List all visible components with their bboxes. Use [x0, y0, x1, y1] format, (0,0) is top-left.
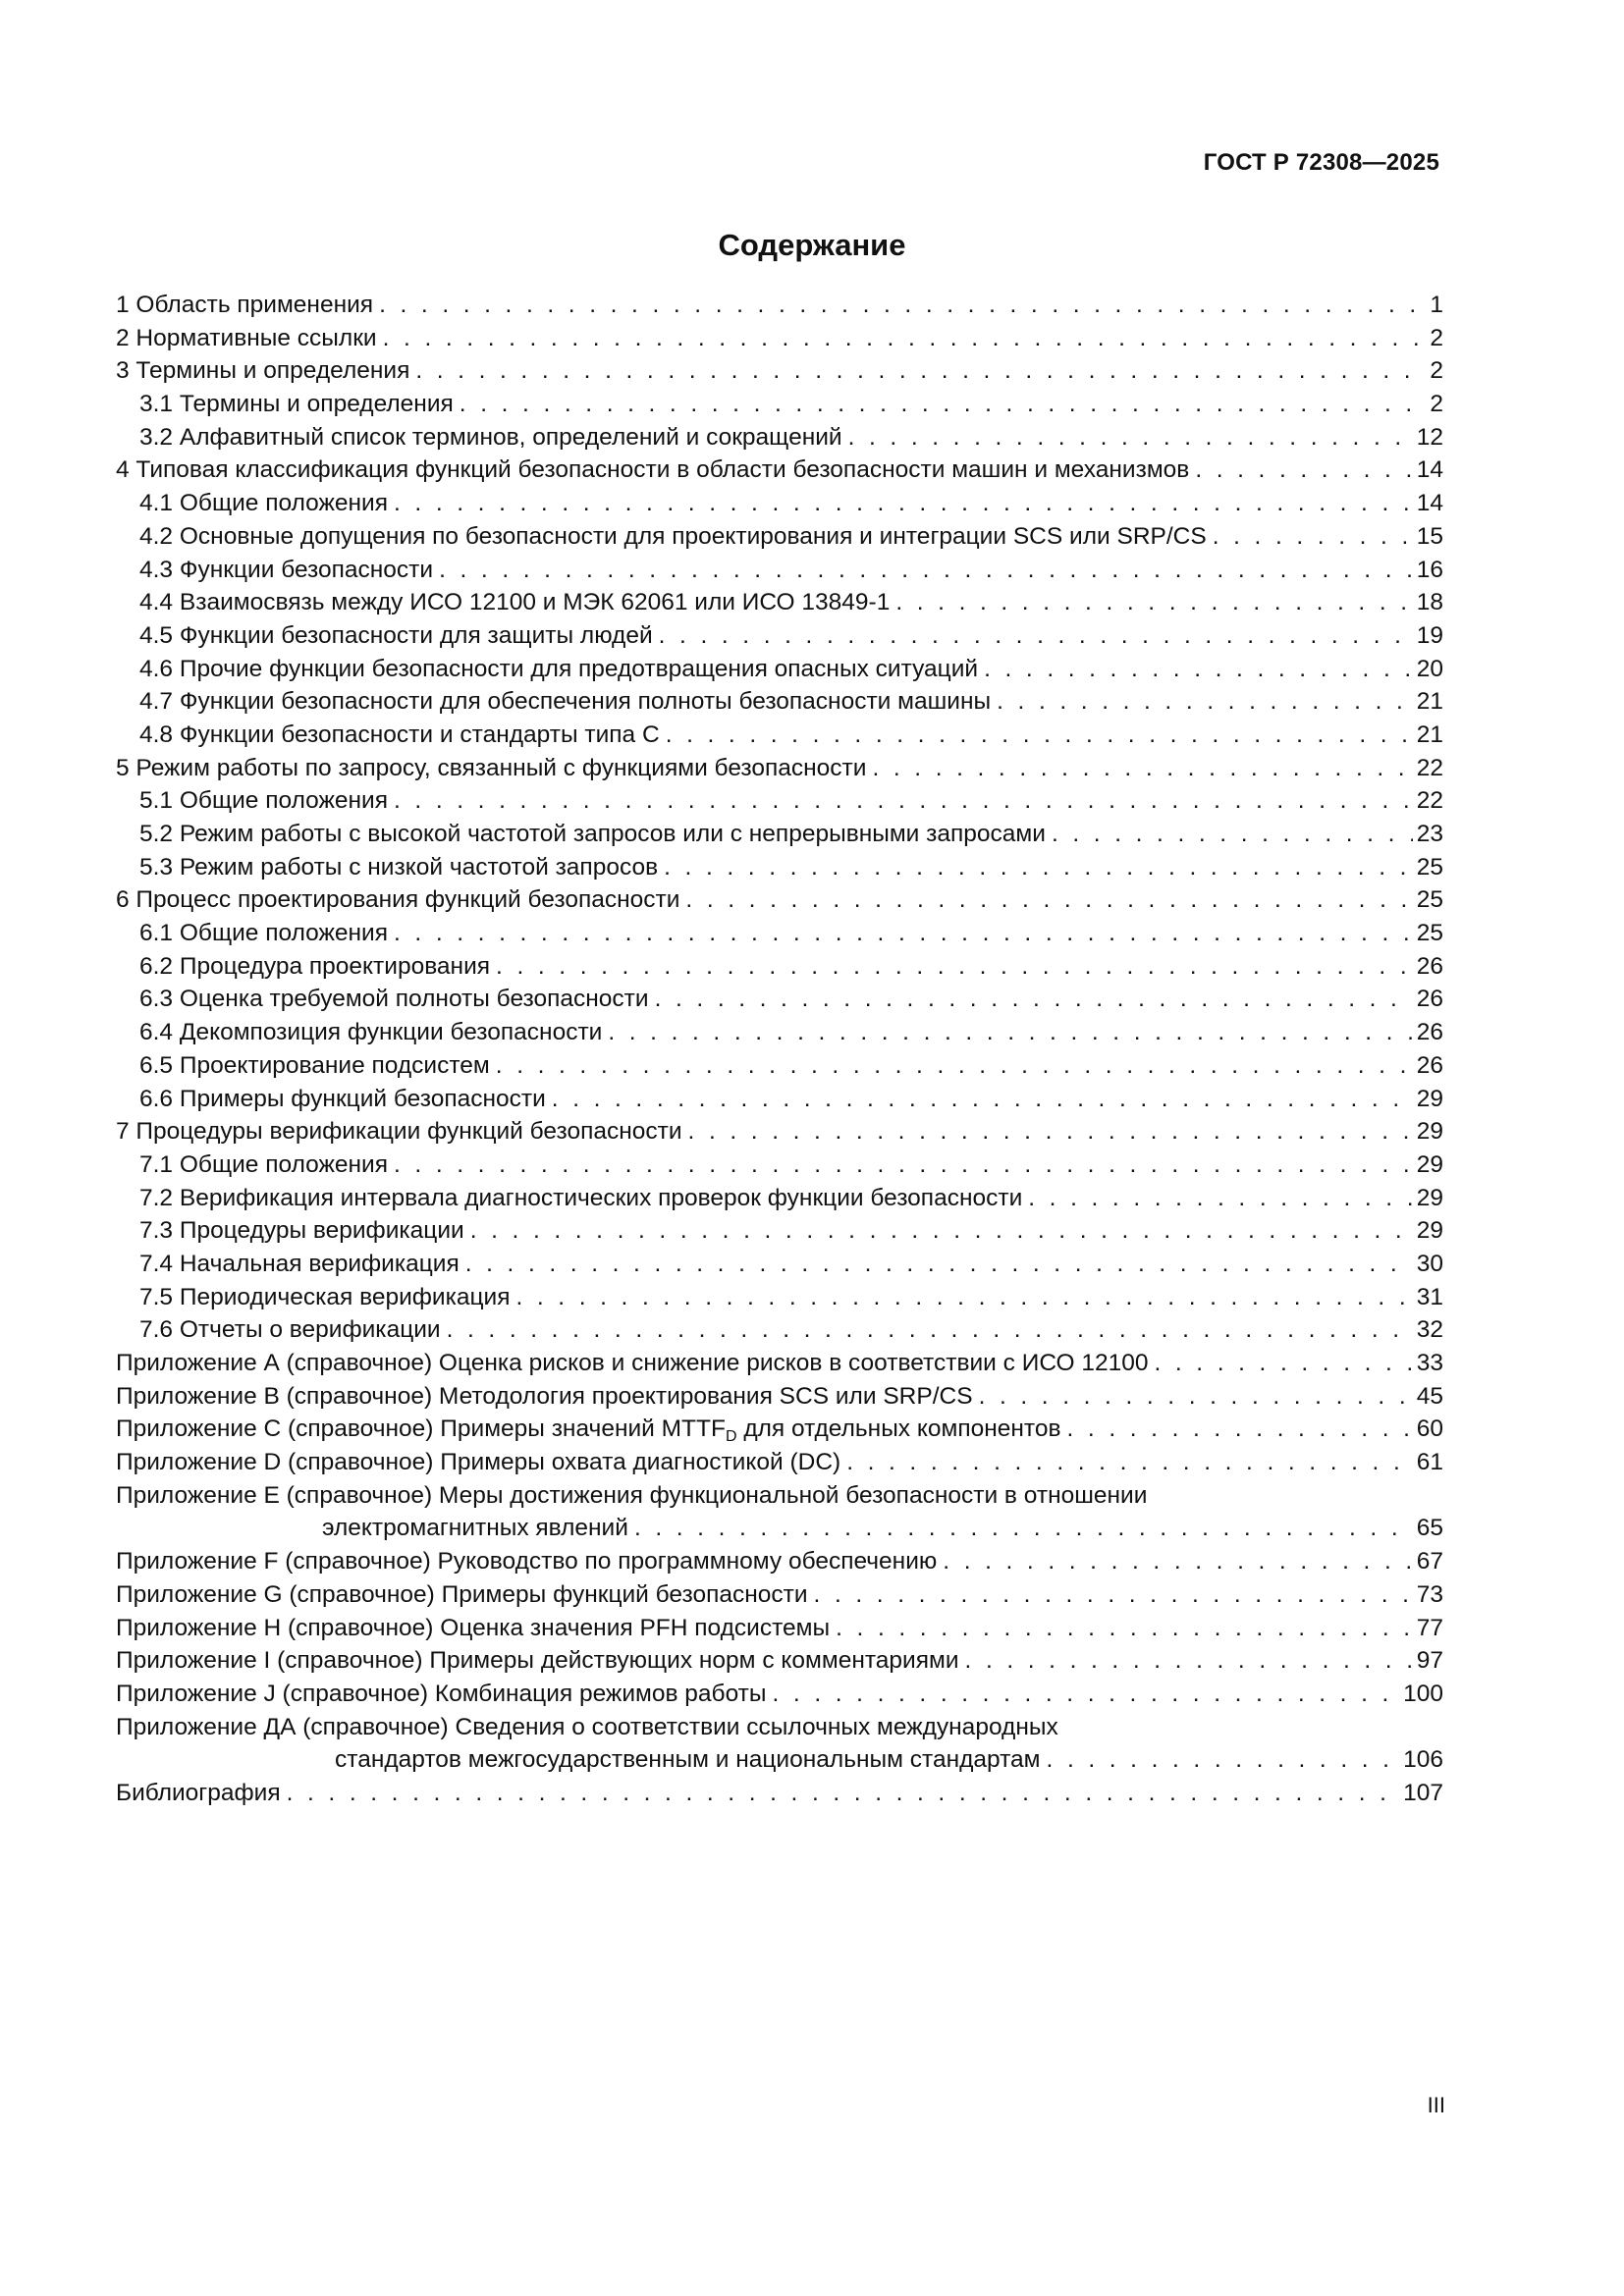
toc-page-number: 100	[1403, 1680, 1443, 1707]
toc-entry-title: 6 Процесс проектирования функций безопасности	[116, 886, 680, 914]
toc-entry[interactable]	[116, 1347, 1443, 1380]
leader-dots	[496, 950, 1413, 984]
toc-page-number: 22	[1416, 787, 1443, 815]
toc-entry-title: Приложение F (справочное) Руководство по программному обеспечению	[116, 1548, 938, 1575]
leader-dots	[872, 752, 1412, 785]
toc-entry[interactable]	[116, 653, 1443, 686]
toc-entry[interactable]	[116, 1016, 1443, 1049]
toc-page-number: 15	[1416, 522, 1443, 550]
toc-entry-title-part: Приложение С (справочное) Примеры значений MTTF	[116, 1415, 726, 1443]
toc-entry-title: Приложение ДА (справочное) Сведения о соответствии ссылочных международных	[116, 1713, 1058, 1740]
leader-dots	[846, 1446, 1413, 1479]
leader-dots	[666, 719, 1413, 752]
toc-entry[interactable]	[116, 388, 1443, 421]
toc-entry-title: 4.5 Функции безопасности для защиты людей	[139, 621, 653, 649]
toc-entry-title: Приложение D (справочное) Примеры охвата диагностикой (DC)	[116, 1449, 841, 1476]
toc-page-number: 22	[1416, 754, 1443, 781]
toc-entry-title: 4.3 Функции безопасности	[139, 556, 434, 583]
toc-entry[interactable]	[116, 1148, 1443, 1182]
toc-page-number: 106	[1403, 1746, 1443, 1774]
toc-entry[interactable]	[116, 1711, 1443, 1777]
toc-entry-continuation	[335, 1743, 1443, 1777]
leader-dots	[1067, 1413, 1413, 1446]
toc-entry[interactable]	[116, 1313, 1443, 1347]
toc-page-number: 61	[1416, 1449, 1443, 1476]
toc-entry-title: 4.4 Взаимосвязь между ИСО 12100 и МЭК 62061 или ИСО 13849-1	[139, 589, 891, 616]
toc-entry-title: Библиография	[116, 1779, 281, 1806]
toc-page-number: 26	[1416, 952, 1443, 980]
toc-entry-title: 6.5 Проектирование подсистем	[139, 1051, 490, 1079]
toc-page-number: 67	[1416, 1548, 1443, 1575]
toc-entry-continuation	[322, 1512, 1443, 1545]
toc-page-number: 77	[1416, 1614, 1443, 1641]
toc-page-number: 26	[1416, 1051, 1443, 1079]
toc-entry-title: 4.2 Основные допущения по безопасности для проектирования и интеграции SCS или SRP/CS	[139, 522, 1207, 550]
leader-dots	[979, 1380, 1413, 1414]
leader-dots	[659, 619, 1413, 653]
toc-entry[interactable]	[116, 1214, 1443, 1248]
toc-entry-title: 4.8 Функции безопасности и стандарты типа С	[139, 721, 660, 748]
toc-entry[interactable]	[116, 719, 1443, 752]
toc-page-number: 16	[1416, 556, 1443, 583]
toc-page-number: 21	[1416, 688, 1443, 716]
toc-entry-title: 7.5 Периодическая верификация	[139, 1283, 511, 1310]
toc-entry-title: Приложение В (справочное) Методология проектирования SCS или SRP/CS	[116, 1382, 973, 1410]
toc-entry-title: 2 Нормативные ссылки	[116, 324, 377, 351]
toc-page-number: 97	[1416, 1647, 1443, 1675]
toc-page-number: 30	[1416, 1250, 1443, 1277]
toc-entry-title-cont: стандартов межгосударственным и национальным стандартам	[335, 1746, 1041, 1774]
toc-entry-title: Приложение J (справочное) Комбинация режимов работы	[116, 1680, 767, 1707]
toc-page-number: 2	[1430, 324, 1443, 351]
table-of-contents	[116, 289, 1443, 1810]
toc-page-number: 25	[1416, 886, 1443, 914]
leader-dots	[848, 421, 1413, 454]
toc-entry[interactable]	[116, 619, 1443, 653]
toc-entry-title: 5.2 Режим работы с высокой частотой запросов или с непрерывными запросами	[139, 821, 1046, 847]
toc-entry-title: 5 Режим работы по запросу, связанный с функциями безопасности	[116, 754, 867, 781]
toc-page-number: 26	[1416, 986, 1443, 1013]
toc-entry[interactable]	[116, 1678, 1443, 1711]
toc-entry-title: 6.1 Общие положения	[139, 920, 389, 947]
toc-entry[interactable]	[116, 289, 1443, 322]
toc-entry-title: 7.6 Отчеты о верификации	[139, 1316, 441, 1344]
toc-page-number: 19	[1416, 621, 1443, 649]
leader-dots	[608, 1016, 1412, 1049]
toc-entry-title: 6.4 Декомпозиция функции безопасности	[139, 1019, 603, 1046]
leader-dots	[1028, 1182, 1412, 1215]
leader-dots	[465, 1248, 1413, 1281]
toc-entry-title: 1 Область применения	[116, 292, 374, 318]
toc-page-number: 32	[1416, 1316, 1443, 1344]
toc-entry-title: 7.1 Общие положения	[139, 1150, 389, 1178]
toc-page-number: 31	[1416, 1283, 1443, 1310]
toc-entry-title: 7 Процедуры верификации функций безопасности	[116, 1118, 682, 1146]
subscript: D	[725, 1428, 737, 1446]
leader-dots	[447, 1313, 1413, 1347]
toc-entry[interactable]	[116, 1115, 1443, 1148]
toc-entry-title: 7.3 Процедуры верификации	[139, 1217, 464, 1245]
toc-entry[interactable]	[116, 818, 1443, 851]
page-number: III	[1427, 2093, 1445, 2117]
leader-dots	[685, 883, 1412, 917]
toc-entry-title: 3.2 Алфавитный список терминов, определений и сокращений	[139, 423, 842, 451]
toc-entry[interactable]	[116, 1182, 1443, 1215]
toc-page-number: 1	[1430, 292, 1443, 318]
toc-page-number: 2	[1430, 357, 1443, 385]
toc-page-number: 14	[1416, 456, 1443, 484]
toc-entry[interactable]	[116, 1777, 1443, 1810]
toc-page-number: 14	[1416, 490, 1443, 517]
toc-page-number: 107	[1403, 1779, 1443, 1806]
leader-dots	[836, 1612, 1413, 1645]
toc-page-number: 33	[1416, 1350, 1443, 1376]
leader-dots	[655, 983, 1413, 1016]
leader-dots	[460, 388, 1427, 421]
toc-page-number: 29	[1416, 1118, 1443, 1146]
toc-entry-title: 7.2 Верификация интервала диагностических проверок функции безопасности	[139, 1184, 1023, 1211]
toc-entry[interactable]	[116, 1479, 1443, 1545]
toc-page-number: 26	[1416, 1019, 1443, 1046]
toc-entry-title: Приложение Е (справочное) Меры достижения функциональной безопасности в отношении	[116, 1481, 1148, 1509]
leader-dots	[634, 1512, 1413, 1545]
toc-entry[interactable]	[116, 1644, 1443, 1678]
toc-entry-title: 4.1 Общие положения	[139, 490, 389, 517]
toc-page-number: 29	[1416, 1184, 1443, 1211]
toc-entry[interactable]	[116, 1049, 1443, 1083]
toc-entry-title: 5.1 Общие положения	[139, 787, 389, 815]
leader-dots	[394, 917, 1413, 950]
toc-entry[interactable]	[116, 586, 1443, 619]
toc-entry-title: 6.2 Процедура проектирования	[139, 952, 491, 980]
toc-entry[interactable]	[116, 950, 1443, 984]
leader-dots	[379, 289, 1426, 322]
toc-entry[interactable]	[116, 454, 1443, 487]
toc-entry[interactable]	[116, 1380, 1443, 1414]
toc-entry[interactable]	[116, 1413, 1443, 1446]
leader-dots	[773, 1678, 1400, 1711]
toc-page-number: 12	[1416, 423, 1443, 451]
toc-entry[interactable]	[116, 1248, 1443, 1281]
toc-entry[interactable]	[116, 421, 1443, 454]
leader-dots	[470, 1214, 1413, 1248]
leader-dots	[1052, 818, 1413, 851]
leader-dots	[1195, 454, 1412, 487]
toc-page-number: 25	[1416, 920, 1443, 947]
toc-entry[interactable]	[116, 487, 1443, 520]
toc-page-number: 20	[1416, 655, 1443, 682]
leader-dots	[664, 851, 1413, 884]
leader-dots	[688, 1115, 1413, 1148]
toc-entry[interactable]	[116, 520, 1443, 554]
leader-dots	[997, 685, 1413, 719]
page-title: Содержание	[718, 228, 906, 262]
toc-entry-title-part: для отдельных компонентов	[736, 1415, 1061, 1443]
leader-dots	[394, 1148, 1413, 1182]
toc-entry[interactable]	[116, 685, 1443, 719]
leader-dots	[984, 653, 1413, 686]
toc-entry[interactable]	[116, 354, 1443, 388]
toc-entry[interactable]	[116, 883, 1443, 917]
leader-dots	[439, 554, 1413, 587]
toc-entry-title: Приложение I (справочное) Примеры действующих норм с комментариями	[116, 1647, 959, 1675]
leader-dots	[895, 586, 1412, 619]
toc-entry-title: 6.3 Оценка требуемой полноты безопасности	[139, 986, 649, 1013]
toc-page-number: 23	[1416, 821, 1443, 847]
leader-dots	[965, 1644, 1413, 1678]
toc-page-number: 60	[1416, 1415, 1443, 1443]
toc-entry[interactable]	[116, 1083, 1443, 1116]
toc-entry-title: 7.4 Начальная верификация	[139, 1250, 460, 1277]
leader-dots	[415, 354, 1426, 388]
toc-entry-title: 4.6 Прочие функции безопасности для предотвращения опасных ситуаций	[139, 655, 979, 682]
toc-page-number: 73	[1416, 1580, 1443, 1608]
toc-entry-title: 3 Термины и определения	[116, 357, 410, 385]
toc-entry[interactable]	[116, 917, 1443, 950]
leader-dots	[515, 1281, 1412, 1314]
toc-page-number: 29	[1416, 1085, 1443, 1112]
toc-entry[interactable]	[116, 1545, 1443, 1578]
toc-entry-title: 3.1 Термины и определения	[139, 391, 454, 418]
toc-entry-title: 4.7 Функции безопасности для обеспечения полноты безопасности машины	[139, 688, 992, 716]
toc-entry[interactable]	[116, 554, 1443, 587]
toc-entry-title: Приложение G (справочное) Примеры функций безопасности	[116, 1580, 808, 1608]
toc-entry-title: 5.3 Режим работы с низкой частотой запросов	[139, 853, 659, 881]
toc-page-number: 29	[1416, 1217, 1443, 1245]
leader-dots	[394, 487, 1413, 520]
leader-dots	[287, 1777, 1400, 1810]
leader-dots	[394, 784, 1413, 818]
toc-page-number: 45	[1416, 1382, 1443, 1410]
toc-page-number: 65	[1416, 1515, 1443, 1542]
toc-entry-title-cont: электромагнитных явлений	[322, 1515, 628, 1542]
toc-entry[interactable]	[116, 1281, 1443, 1314]
toc-page-number: 25	[1416, 853, 1443, 881]
toc-entry-title: Приложение Н (справочное) Оценка значения PFH подсистемы	[116, 1614, 831, 1641]
toc-entry-title: 6.6 Примеры функций безопасности	[139, 1085, 546, 1112]
document-code: ГОСТ Р 72308—2025	[1203, 149, 1439, 176]
toc-entry[interactable]	[116, 322, 1443, 355]
leader-dots	[814, 1578, 1413, 1612]
toc-entry[interactable]	[116, 1446, 1443, 1479]
toc-entry[interactable]	[116, 784, 1443, 818]
toc-entry[interactable]	[116, 1612, 1443, 1645]
toc-page-number: 21	[1416, 721, 1443, 748]
toc-entry[interactable]	[116, 983, 1443, 1016]
toc-entry-title: Приложение А (справочное) Оценка рисков и снижение рисков в соответствии с ИСО 12100	[116, 1350, 1149, 1376]
leader-dots	[1047, 1743, 1400, 1777]
leader-dots	[1213, 520, 1413, 554]
leader-dots	[496, 1049, 1413, 1083]
toc-page-number: 29	[1416, 1150, 1443, 1178]
toc-entry[interactable]	[116, 1578, 1443, 1612]
leader-dots	[383, 322, 1427, 355]
leader-dots	[943, 1545, 1412, 1578]
leader-dots	[1154, 1347, 1412, 1380]
toc-entry-title: 4 Типовая классификация функций безопасности в области безопасности машин и механизмов	[116, 456, 1190, 484]
toc-page-number: 2	[1430, 391, 1443, 418]
toc-page-number: 18	[1416, 589, 1443, 616]
toc-entry[interactable]	[116, 752, 1443, 785]
toc-entry[interactable]	[116, 851, 1443, 884]
leader-dots	[552, 1083, 1413, 1116]
